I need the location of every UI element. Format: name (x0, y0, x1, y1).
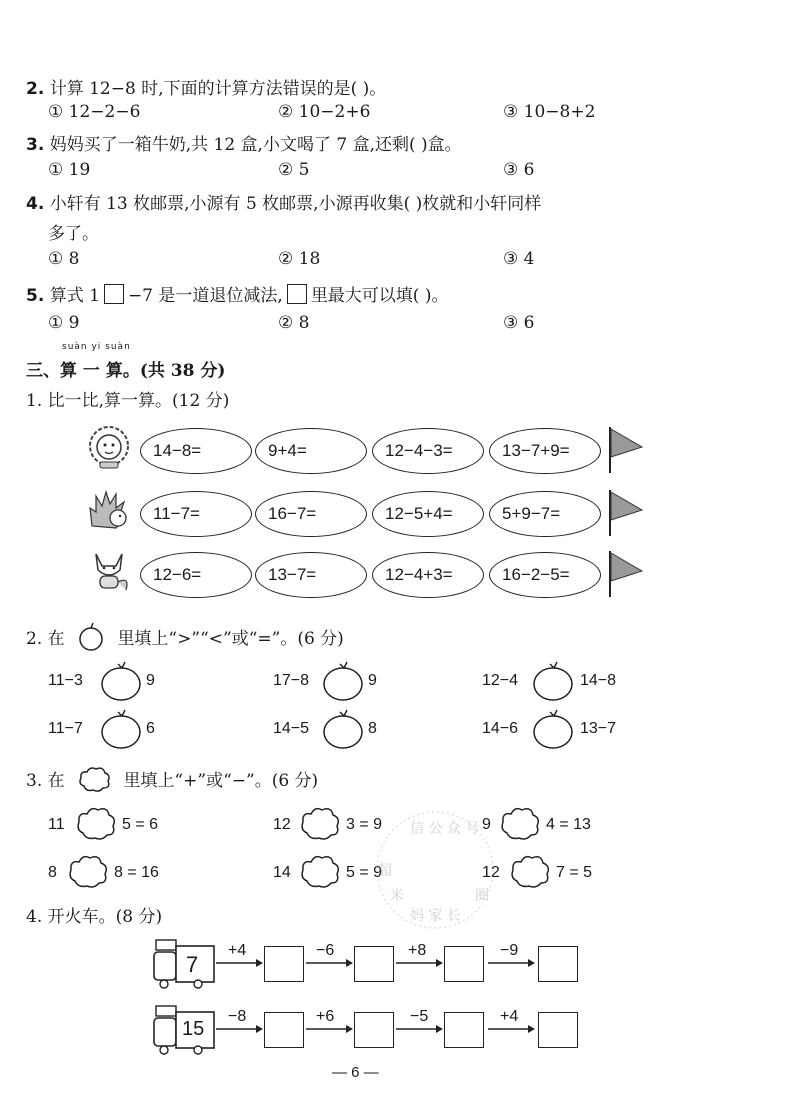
subsection-3-title (26, 764, 318, 794)
calc-bubble: 12−4+3= (372, 552, 484, 598)
question-text-b: −7 是一道退位减法, (127, 286, 283, 306)
train-answer-box[interactable] (264, 946, 304, 982)
title-part-b: 里填上“>”“<”或“=”。(6 分) (117, 629, 344, 649)
train-operation: −5 (410, 1008, 429, 1025)
compare-right: 9 (368, 672, 377, 689)
svg-text:超: 超 (378, 863, 392, 879)
question-text-a: 算式 1 (49, 286, 100, 306)
equation-right: 4 = 13 (546, 816, 591, 833)
compare-left: 11−7 (48, 720, 83, 737)
cloud-answer-box[interactable] (298, 851, 342, 891)
equation-left: 11 (48, 816, 65, 833)
subsection-1-title: 1. 比一比,算一算。(12 分) (26, 391, 230, 411)
compare-right: 13−7 (580, 720, 617, 737)
calc-bubble: 11−7= (140, 491, 252, 537)
compare-right: 14−8 (580, 672, 617, 689)
train-answer-box[interactable] (354, 1012, 394, 1048)
calc-bubble: 14−8= (140, 428, 252, 474)
flag-icon (606, 425, 646, 475)
calc-bubble: 13−7+9= (489, 428, 601, 474)
equation-right: 5 = 6 (122, 816, 159, 833)
arrow-icon (488, 958, 536, 968)
flag-icon (606, 549, 646, 599)
calc-bubble: 16−2−5= (489, 552, 601, 598)
cloud-answer-box[interactable] (66, 851, 110, 891)
arrow-icon (396, 1024, 444, 1034)
question-number: 3. (26, 135, 45, 155)
apple-answer-circle[interactable] (532, 708, 574, 750)
option-a: ① 8 (48, 249, 80, 269)
apple-answer-circle[interactable] (322, 708, 364, 750)
hedgehog-icon (86, 488, 132, 534)
title-part-a: 2. 在 (26, 629, 65, 649)
option-b: ② 8 (278, 313, 310, 333)
option-a: ① 19 (48, 160, 91, 180)
svg-text:信 公 众 号: 信 公 众 号 (410, 821, 480, 837)
train-answer-box[interactable] (444, 1012, 484, 1048)
train-start-number: 7 (186, 952, 199, 977)
train-operation: −6 (316, 942, 335, 959)
option-c: ③ 6 (503, 313, 535, 333)
question-3 (26, 130, 462, 155)
arrow-icon (306, 958, 354, 968)
cloud-icon (76, 764, 112, 794)
page-number: — 6 — (332, 1064, 379, 1081)
section-title: 三、算 一 算。(共 38 分) (26, 361, 226, 381)
compare-right: 6 (146, 720, 155, 737)
train-operation: −8 (228, 1008, 247, 1025)
watermark-stamp (370, 805, 500, 935)
equation-right: 7 = 5 (556, 864, 593, 881)
question-2 (26, 74, 386, 99)
equation-right: 8 = 16 (114, 864, 159, 881)
option-b: ② 10−2+6 (278, 102, 371, 122)
calc-bubble: 13−7= (255, 552, 367, 598)
train-answer-box[interactable] (538, 1012, 578, 1048)
train-start-number: 15 (182, 1018, 205, 1040)
train-operation: +6 (316, 1008, 335, 1025)
compare-left: 17−8 (273, 672, 310, 689)
question-4 (26, 189, 541, 214)
fox-icon (86, 546, 132, 592)
lion-icon (86, 424, 132, 470)
apple-answer-circle[interactable] (100, 660, 142, 702)
train-answer-box[interactable] (264, 1012, 304, 1048)
question-text: 计算 12−8 时,下面的计算方法错误的是( )。 (49, 79, 387, 99)
arrow-icon (488, 1024, 536, 1034)
train-operation: −9 (500, 942, 519, 959)
answer-box[interactable] (104, 284, 124, 304)
question-text-c: 里最大可以填( )。 (310, 286, 449, 306)
apple-answer-circle[interactable] (100, 708, 142, 750)
compare-left: 12−4 (482, 672, 519, 689)
option-a: ① 9 (48, 313, 80, 333)
flag-icon (606, 488, 646, 538)
equation-right: 5 = 9 (346, 864, 383, 881)
equation-left: 12 (273, 816, 291, 833)
question-text: 小轩有 13 枚邮票,小源有 5 枚邮票,小源再收集( )枚就和小轩同样 (49, 194, 542, 214)
calc-bubble: 16−7= (255, 491, 367, 537)
question-text-continued: 多了。 (48, 224, 99, 244)
option-c: ③ 6 (503, 160, 535, 180)
svg-text:妈 家 长: 妈 家 长 (410, 908, 461, 924)
option-a: ① 12−2−6 (48, 102, 141, 122)
answer-box[interactable] (287, 284, 307, 304)
question-number: 5. (26, 286, 45, 306)
calc-bubble: 5+9−7= (489, 491, 601, 537)
question-text: 妈妈买了一箱牛奶,共 12 盒,小文喝了 7 盒,还剩( )盒。 (49, 135, 462, 155)
arrow-icon (396, 958, 444, 968)
calc-bubble: 12−5+4= (372, 491, 484, 537)
cloud-answer-box[interactable] (74, 803, 118, 843)
arrow-icon (216, 1024, 264, 1034)
subsection-2-title (26, 622, 344, 652)
title-part-a: 3. 在 (26, 771, 65, 791)
option-c: ③ 4 (503, 249, 535, 269)
cloud-answer-box[interactable] (298, 803, 342, 843)
arrow-icon (216, 958, 264, 968)
option-b: ② 5 (278, 160, 310, 180)
equation-left: 12 (482, 864, 500, 881)
compare-left: 11−3 (48, 672, 83, 689)
calc-bubble: 9+4= (255, 428, 367, 474)
compare-right: 9 (146, 672, 155, 689)
train-operation: +8 (408, 942, 427, 959)
apple-answer-circle[interactable] (322, 660, 364, 702)
train-answer-box[interactable] (538, 946, 578, 982)
question-5 (26, 281, 448, 306)
equation-left: 14 (273, 864, 291, 881)
equation-right: 3 = 9 (346, 816, 383, 833)
train-answer-box[interactable] (444, 946, 484, 982)
apple-icon (76, 622, 106, 652)
option-c: ③ 10−8+2 (503, 102, 596, 122)
subsection-4-title: 4. 开火车。(8 分) (26, 907, 163, 927)
train-operation: +4 (228, 942, 247, 959)
svg-text:米: 米 (390, 888, 404, 904)
apple-answer-circle[interactable] (532, 660, 574, 702)
question-number: 4. (26, 194, 45, 214)
train-answer-box[interactable] (354, 946, 394, 982)
compare-left: 14−6 (482, 720, 519, 737)
train-operation: +4 (500, 1008, 519, 1025)
cloud-answer-box[interactable] (508, 851, 552, 891)
arrow-icon (306, 1024, 354, 1034)
equation-left: 9 (482, 816, 491, 833)
svg-text:圈: 圈 (475, 888, 489, 904)
calc-bubble: 12−4−3= (372, 428, 484, 474)
pinyin-annotation: suàn yi suàn (62, 342, 131, 352)
question-number: 2. (26, 79, 45, 99)
compare-left: 14−5 (273, 720, 310, 737)
title-part-b: 里填上“+”或“−”。(6 分) (123, 771, 319, 791)
cloud-answer-box[interactable] (498, 803, 542, 843)
option-b: ② 18 (278, 249, 321, 269)
compare-right: 8 (368, 720, 377, 737)
calc-bubble: 12−6= (140, 552, 252, 598)
train-engine-icon (150, 938, 220, 990)
equation-left: 8 (48, 864, 57, 881)
